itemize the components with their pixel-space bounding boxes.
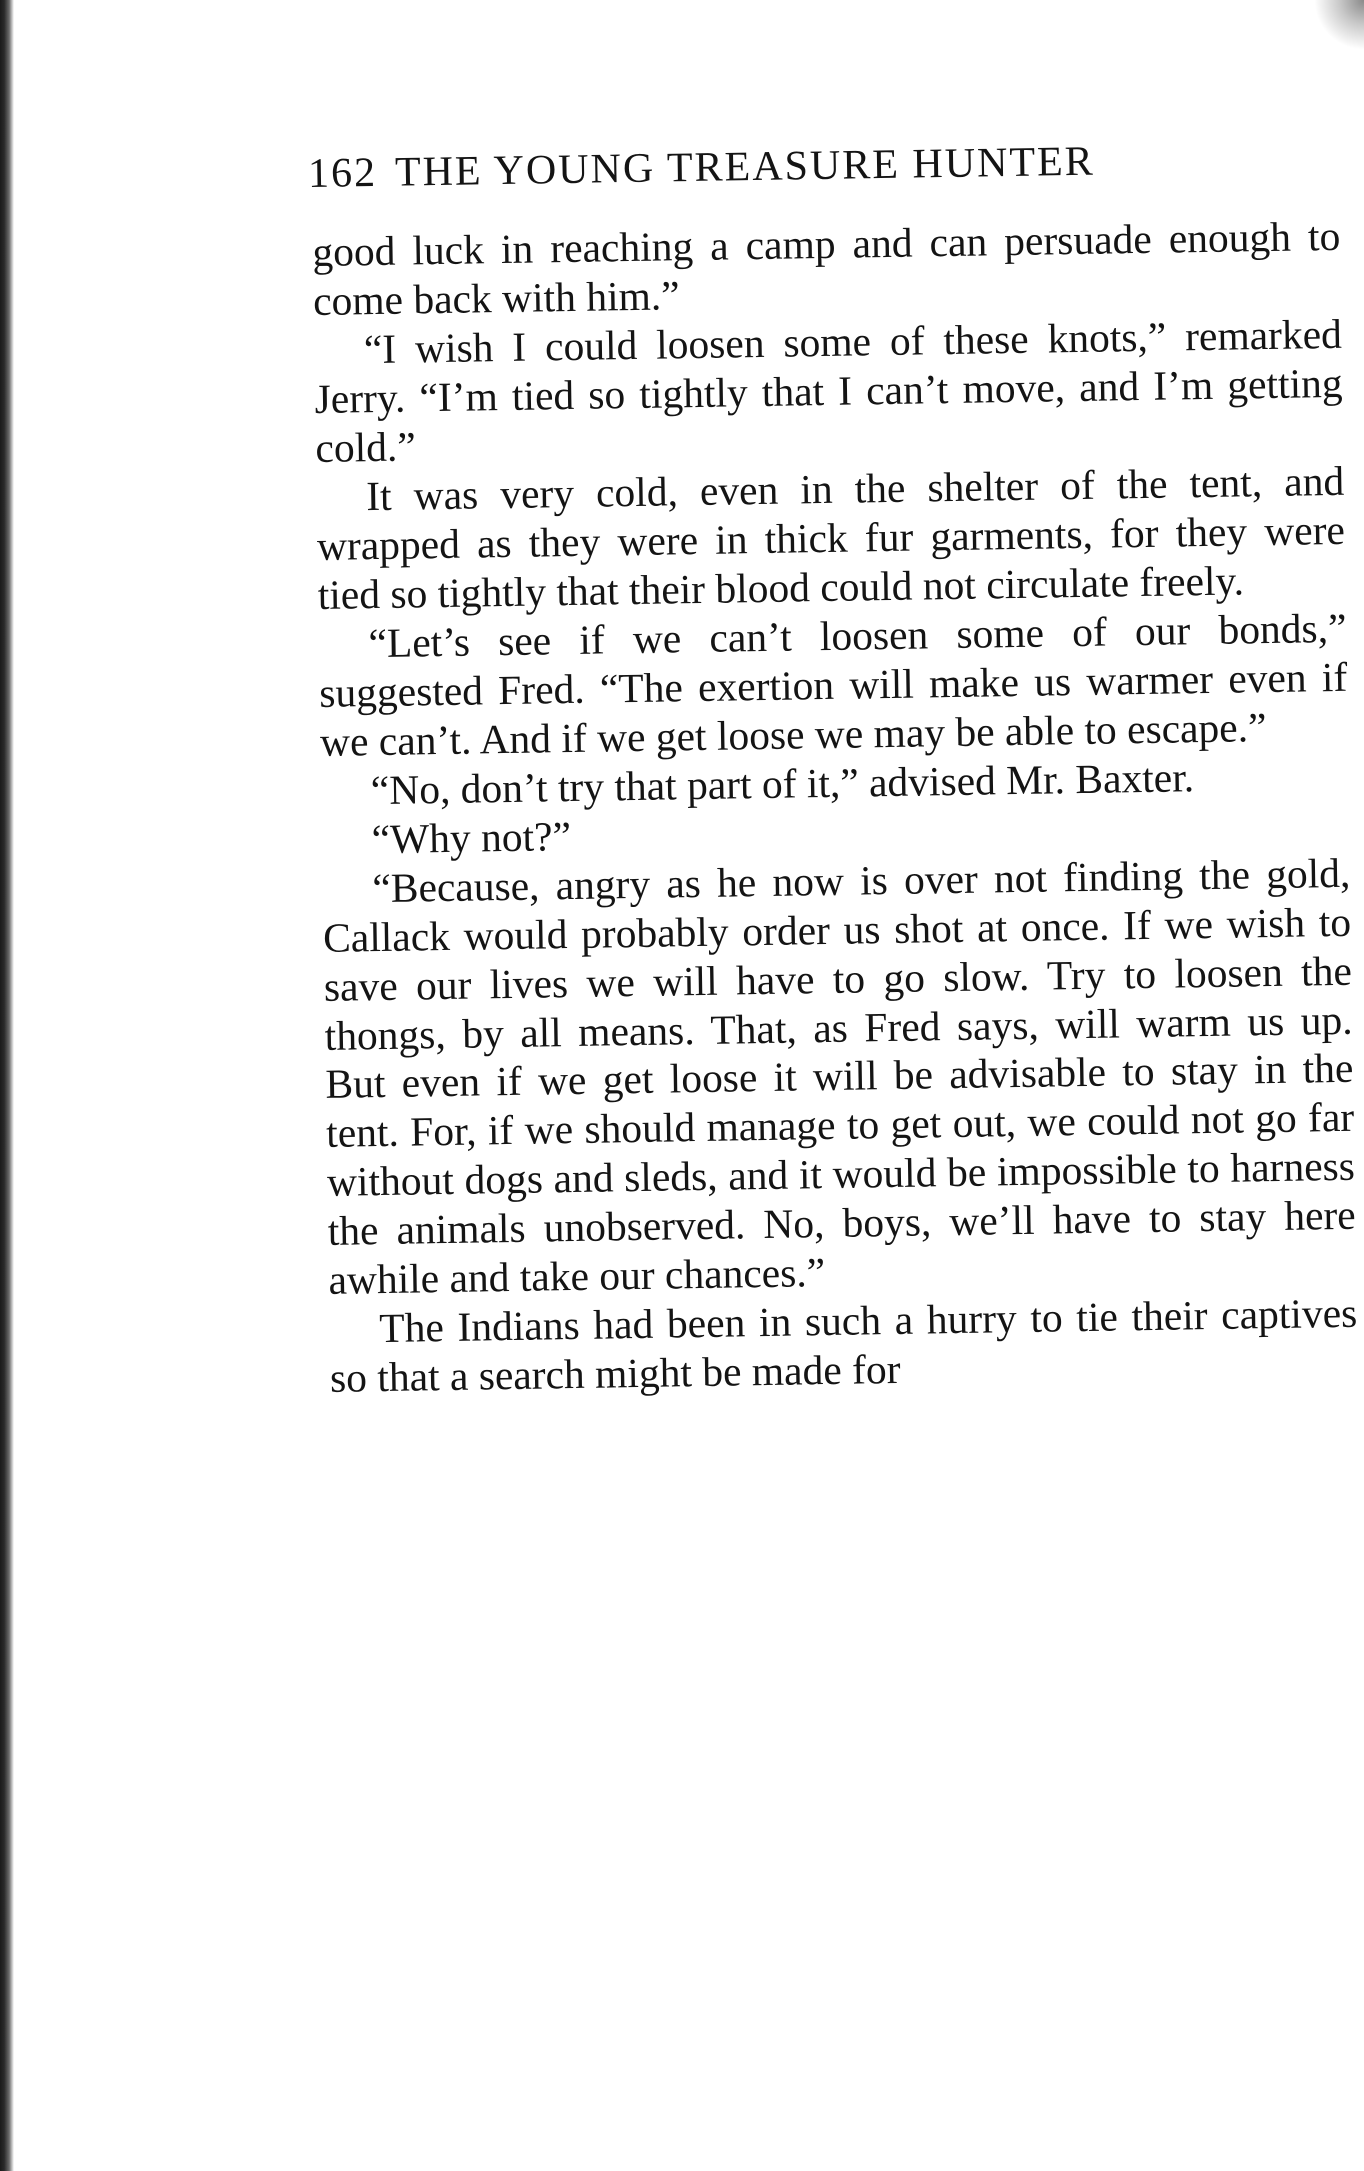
book-title: THE YOUNG TREASURE HUNTER	[394, 138, 1096, 196]
paragraph-3: It was very cold, even in the shelter of the tent, and wrapped as they were in thick fur garments, for they were tied so tightly that their blood could not circulate freely.	[316, 457, 1346, 618]
paragraph-7: “Because, angry as he now is over not finding the gold, Callack would probably order us shot at once. If we wish to save our lives we will have to go slow. Try to loosen the thongs, by all means. That, as Fred says, will warm us up. But even if we get loose it will be advisable to stay in the tent. For, if we should manage to get out, we could not go far without dogs and sleds, and it would be impossible to harness the animals unobserved. No, boys, we’ll have to stay here awhile and take our chances.”	[322, 849, 1356, 1304]
paragraph-5: “No, don’t try that part of it,” advised Mr. Baxter.	[370, 753, 1195, 813]
paragraph-6: “Why not?”	[371, 812, 572, 862]
paragraph-8: The Indians had been in such a hurry to tie their captives so that a search might be made for	[329, 1290, 1358, 1402]
paragraph-2: “I wish I could loosen some of these knots,” remarked Jerry. “I’m tied so tightly that I can’t move, and I’m getting cold.”	[314, 310, 1343, 471]
page-number: 162	[307, 149, 378, 197]
paragraph-1: good luck in reaching a camp and can persuade enough to come back with him.”	[312, 212, 1341, 324]
paragraph-4: “Let’s see if we can’t loosen some of our bonds,” suggested Fred. “The exertion will make us warmer even if we can’t. And if we get loose we may be able to escape.”	[318, 604, 1348, 765]
corner-scan-artifact	[1314, 0, 1364, 50]
book-spine-shadow	[0, 0, 14, 2171]
body-text	[312, 212, 1358, 1403]
running-head	[308, 138, 1095, 198]
